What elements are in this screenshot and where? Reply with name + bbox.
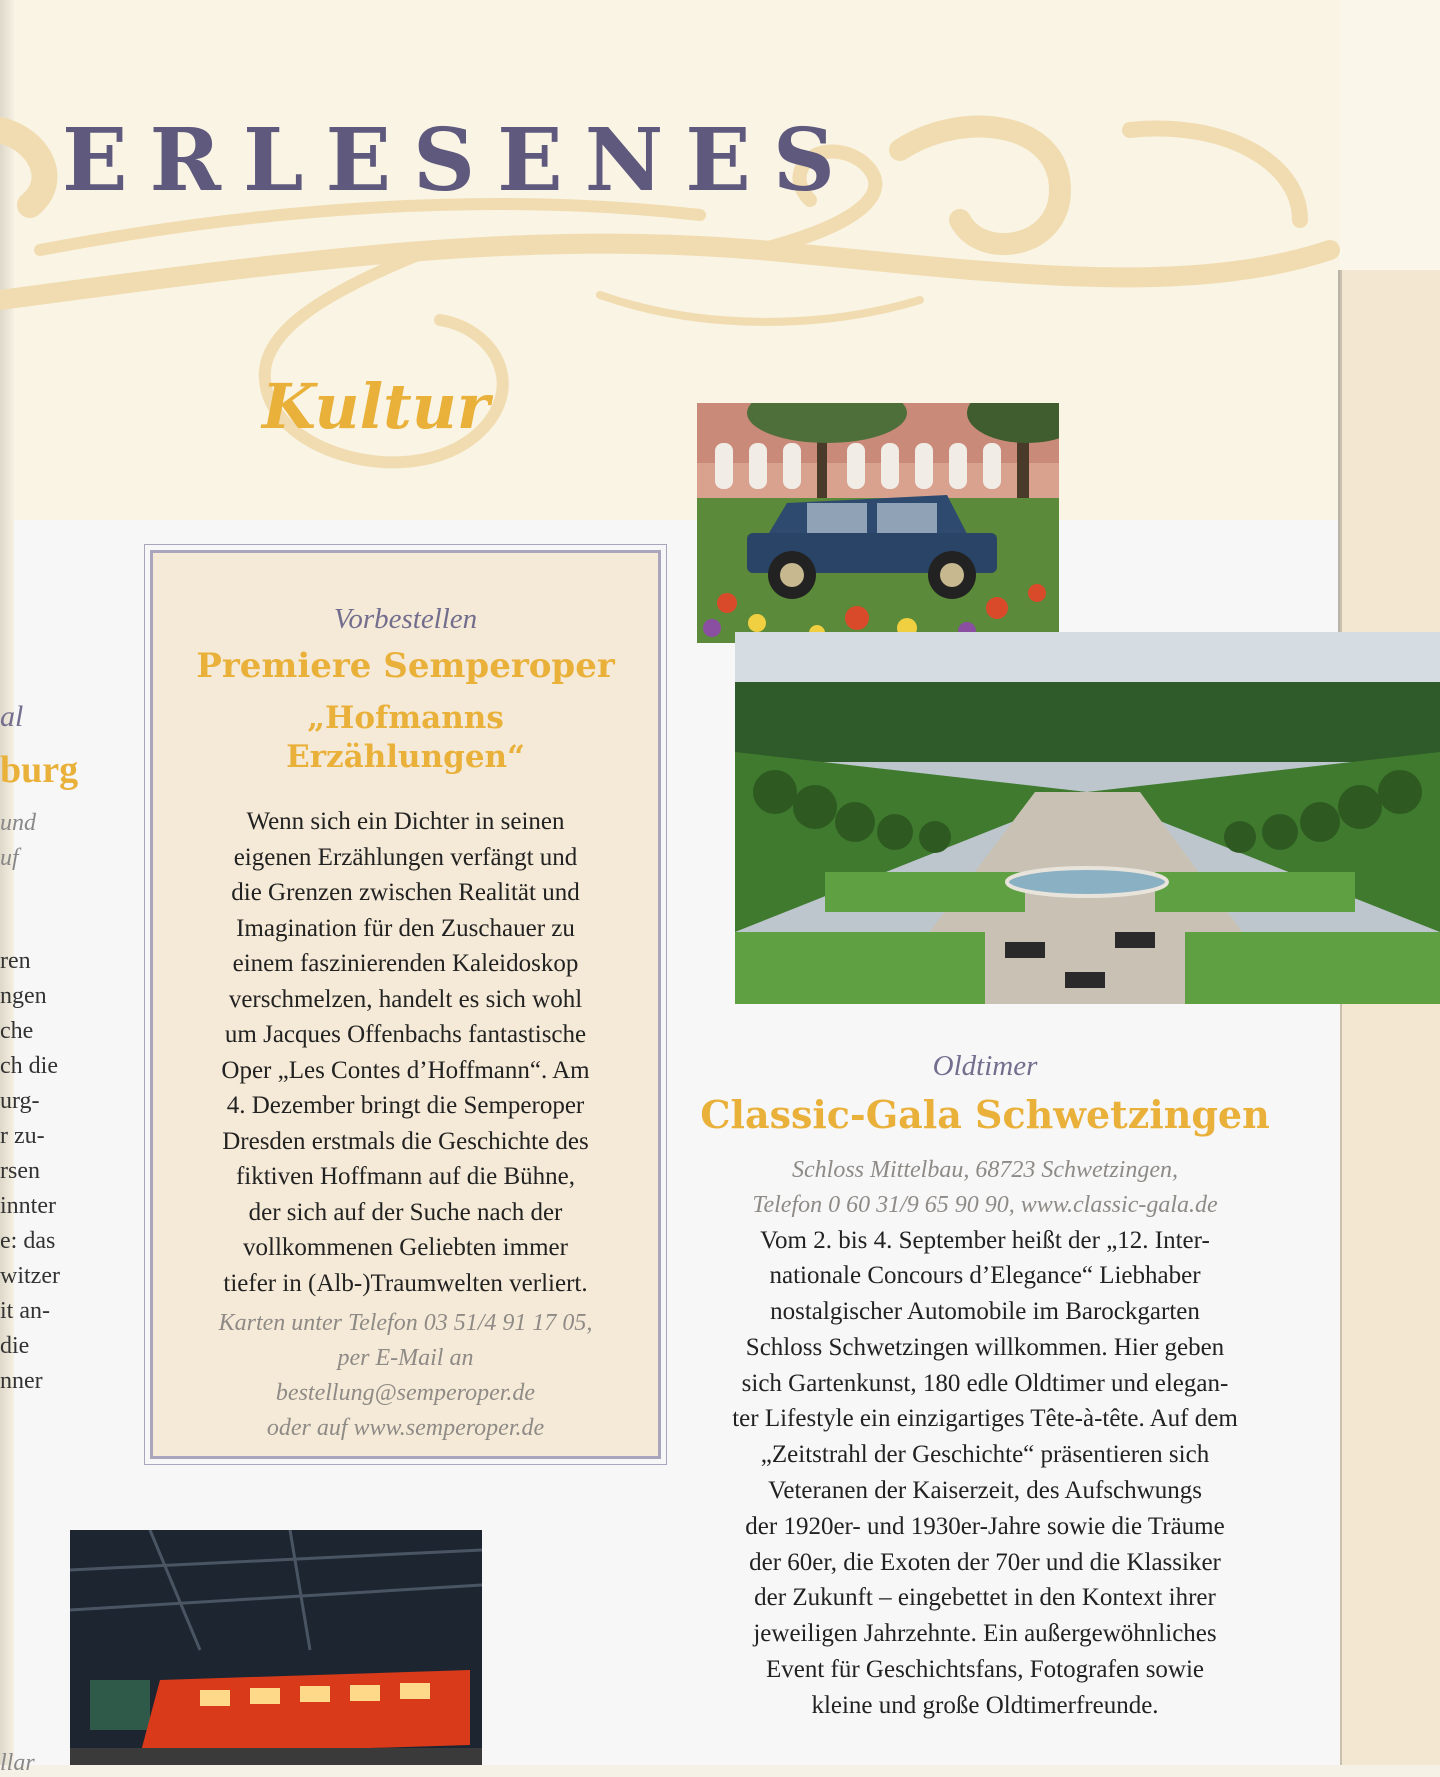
contact-line: per E-Mail an bbox=[337, 1345, 474, 1371]
body-line: nostalgischer Automobile im Barockgarten bbox=[770, 1298, 1200, 1326]
box-kicker: Vorbestellen bbox=[333, 603, 478, 635]
body-line: der Zukunft – eingebettet in den Kontext ihrer bbox=[754, 1584, 1216, 1612]
body-line: ter Lifestyle ein einzigartiges Tête-à-tête. Auf dem bbox=[732, 1405, 1238, 1433]
body-line: sich Gartenkunst, 180 edle Oldtimer und elegan- bbox=[741, 1369, 1229, 1397]
box-body bbox=[171, 804, 640, 1301]
category-label: Kultur bbox=[262, 370, 490, 443]
gala-headline: Classic-Gala Schwetzingen bbox=[700, 1092, 1270, 1137]
box-subheadline-line: „Hofmanns bbox=[307, 700, 504, 736]
section-title: ERLESENES bbox=[62, 110, 857, 211]
fragment-text: ngen bbox=[0, 983, 47, 1009]
gala-body bbox=[660, 1223, 1310, 1724]
fragment-text: uf bbox=[0, 845, 19, 871]
gala-address bbox=[660, 1153, 1310, 1223]
fragment-text: rsen bbox=[0, 1158, 40, 1184]
semperoper-box bbox=[150, 550, 661, 1459]
fragment-text: r zu- bbox=[0, 1123, 45, 1149]
contact-line: Karten unter Telefon 03 51/4 91 17 05, bbox=[218, 1310, 593, 1336]
fragment-text: witzer bbox=[0, 1263, 60, 1289]
fragment-headline: burg bbox=[0, 749, 79, 791]
body-line: einem faszinierenden Kaleidoskop bbox=[232, 950, 579, 977]
box-subheadline-line: Erzählungen“ bbox=[286, 738, 525, 775]
body-line: nationale Concours d’Elegance“ Liebhaber bbox=[769, 1262, 1201, 1290]
fragment-text: e: das bbox=[0, 1228, 56, 1254]
body-line: jeweiligen Jahrzehnte. Ein außergewöhnliches bbox=[753, 1620, 1217, 1648]
red-train-photo bbox=[70, 1530, 482, 1765]
fragment-text: ch die bbox=[0, 1053, 58, 1079]
body-line: Veteranen der Kaiserzeit, des Aufschwungs bbox=[768, 1477, 1202, 1505]
fragment-text: und bbox=[0, 810, 36, 836]
body-line: Wenn sich ein Dichter in seinen bbox=[246, 808, 565, 835]
contact-line: bestellung@semperoper.de bbox=[275, 1380, 536, 1406]
body-line: Dresden erstmals die Geschichte des bbox=[222, 1127, 589, 1155]
fragment-text: nner bbox=[0, 1368, 43, 1394]
body-line: Oper „Les Contes d’Hoffmann“. Am bbox=[221, 1056, 590, 1084]
body-line: der 60er, die Exoten der 70er und die Klassiker bbox=[749, 1548, 1221, 1576]
fragment-text: urg- bbox=[0, 1088, 40, 1114]
body-line: Vom 2. bis 4. September heißt der „12. Inter- bbox=[760, 1226, 1210, 1254]
body-line: Imagination für den Zuschauer zu bbox=[236, 914, 575, 942]
box-contact bbox=[163, 1306, 648, 1446]
body-line: tiefer in (Alb-)Traumwelten verliert. bbox=[223, 1269, 588, 1297]
fragment-text: it an- bbox=[0, 1298, 50, 1324]
body-line: verschmelzen, handelt es sich wohl bbox=[228, 985, 583, 1013]
box-subheadline bbox=[153, 699, 658, 777]
address-line: Telefon 0 60 31/9 65 90 90, www.classic-gala.de bbox=[752, 1191, 1218, 1218]
body-line: kleine und große Oldtimerfreunde. bbox=[811, 1691, 1159, 1719]
baroque-garden-photo bbox=[735, 632, 1440, 1004]
body-line: fiktiven Hoffmann auf die Bühne, bbox=[235, 1163, 576, 1190]
fragment-text: innter bbox=[0, 1193, 56, 1219]
classic-gala-article bbox=[660, 1005, 1310, 1724]
fragment-text: al bbox=[0, 700, 24, 733]
address-line: Schloss Mittelbau, 68723 Schwetzingen, bbox=[792, 1156, 1178, 1183]
gala-kicker: Oldtimer bbox=[932, 1050, 1038, 1082]
box-headline: Premiere Semperoper bbox=[196, 646, 615, 686]
fragment-text: che bbox=[0, 1018, 34, 1044]
body-line: eigenen Erzählungen verfängt und bbox=[233, 843, 578, 871]
body-line: 4. Dezember bringt die Semperoper bbox=[226, 1092, 585, 1119]
fragment-text: ren bbox=[0, 948, 31, 974]
body-line: der sich auf der Suche nach der bbox=[248, 1198, 563, 1226]
vintage-car-photo bbox=[697, 403, 1059, 643]
body-line: „Zeitstrahl der Geschichte“ präsentieren sich bbox=[760, 1441, 1210, 1469]
contact-line: oder auf www.semperoper.de bbox=[266, 1415, 545, 1441]
body-line: Event für Geschichtsfans, Fotografen sowie bbox=[765, 1656, 1205, 1684]
fragment-text: llar bbox=[0, 1750, 35, 1776]
body-line: Schloss Schwetzingen willkommen. Hier geben bbox=[745, 1333, 1225, 1361]
body-line: die Grenzen zwischen Realität und bbox=[231, 879, 580, 906]
body-line: um Jacques Offenbachs fantastische bbox=[224, 1021, 587, 1048]
fragment-text: die bbox=[0, 1333, 30, 1359]
body-line: der 1920er- und 1930er-Jahre sowie die Träume bbox=[745, 1512, 1225, 1540]
body-line: vollkommenen Geliebten immer bbox=[243, 1234, 568, 1261]
